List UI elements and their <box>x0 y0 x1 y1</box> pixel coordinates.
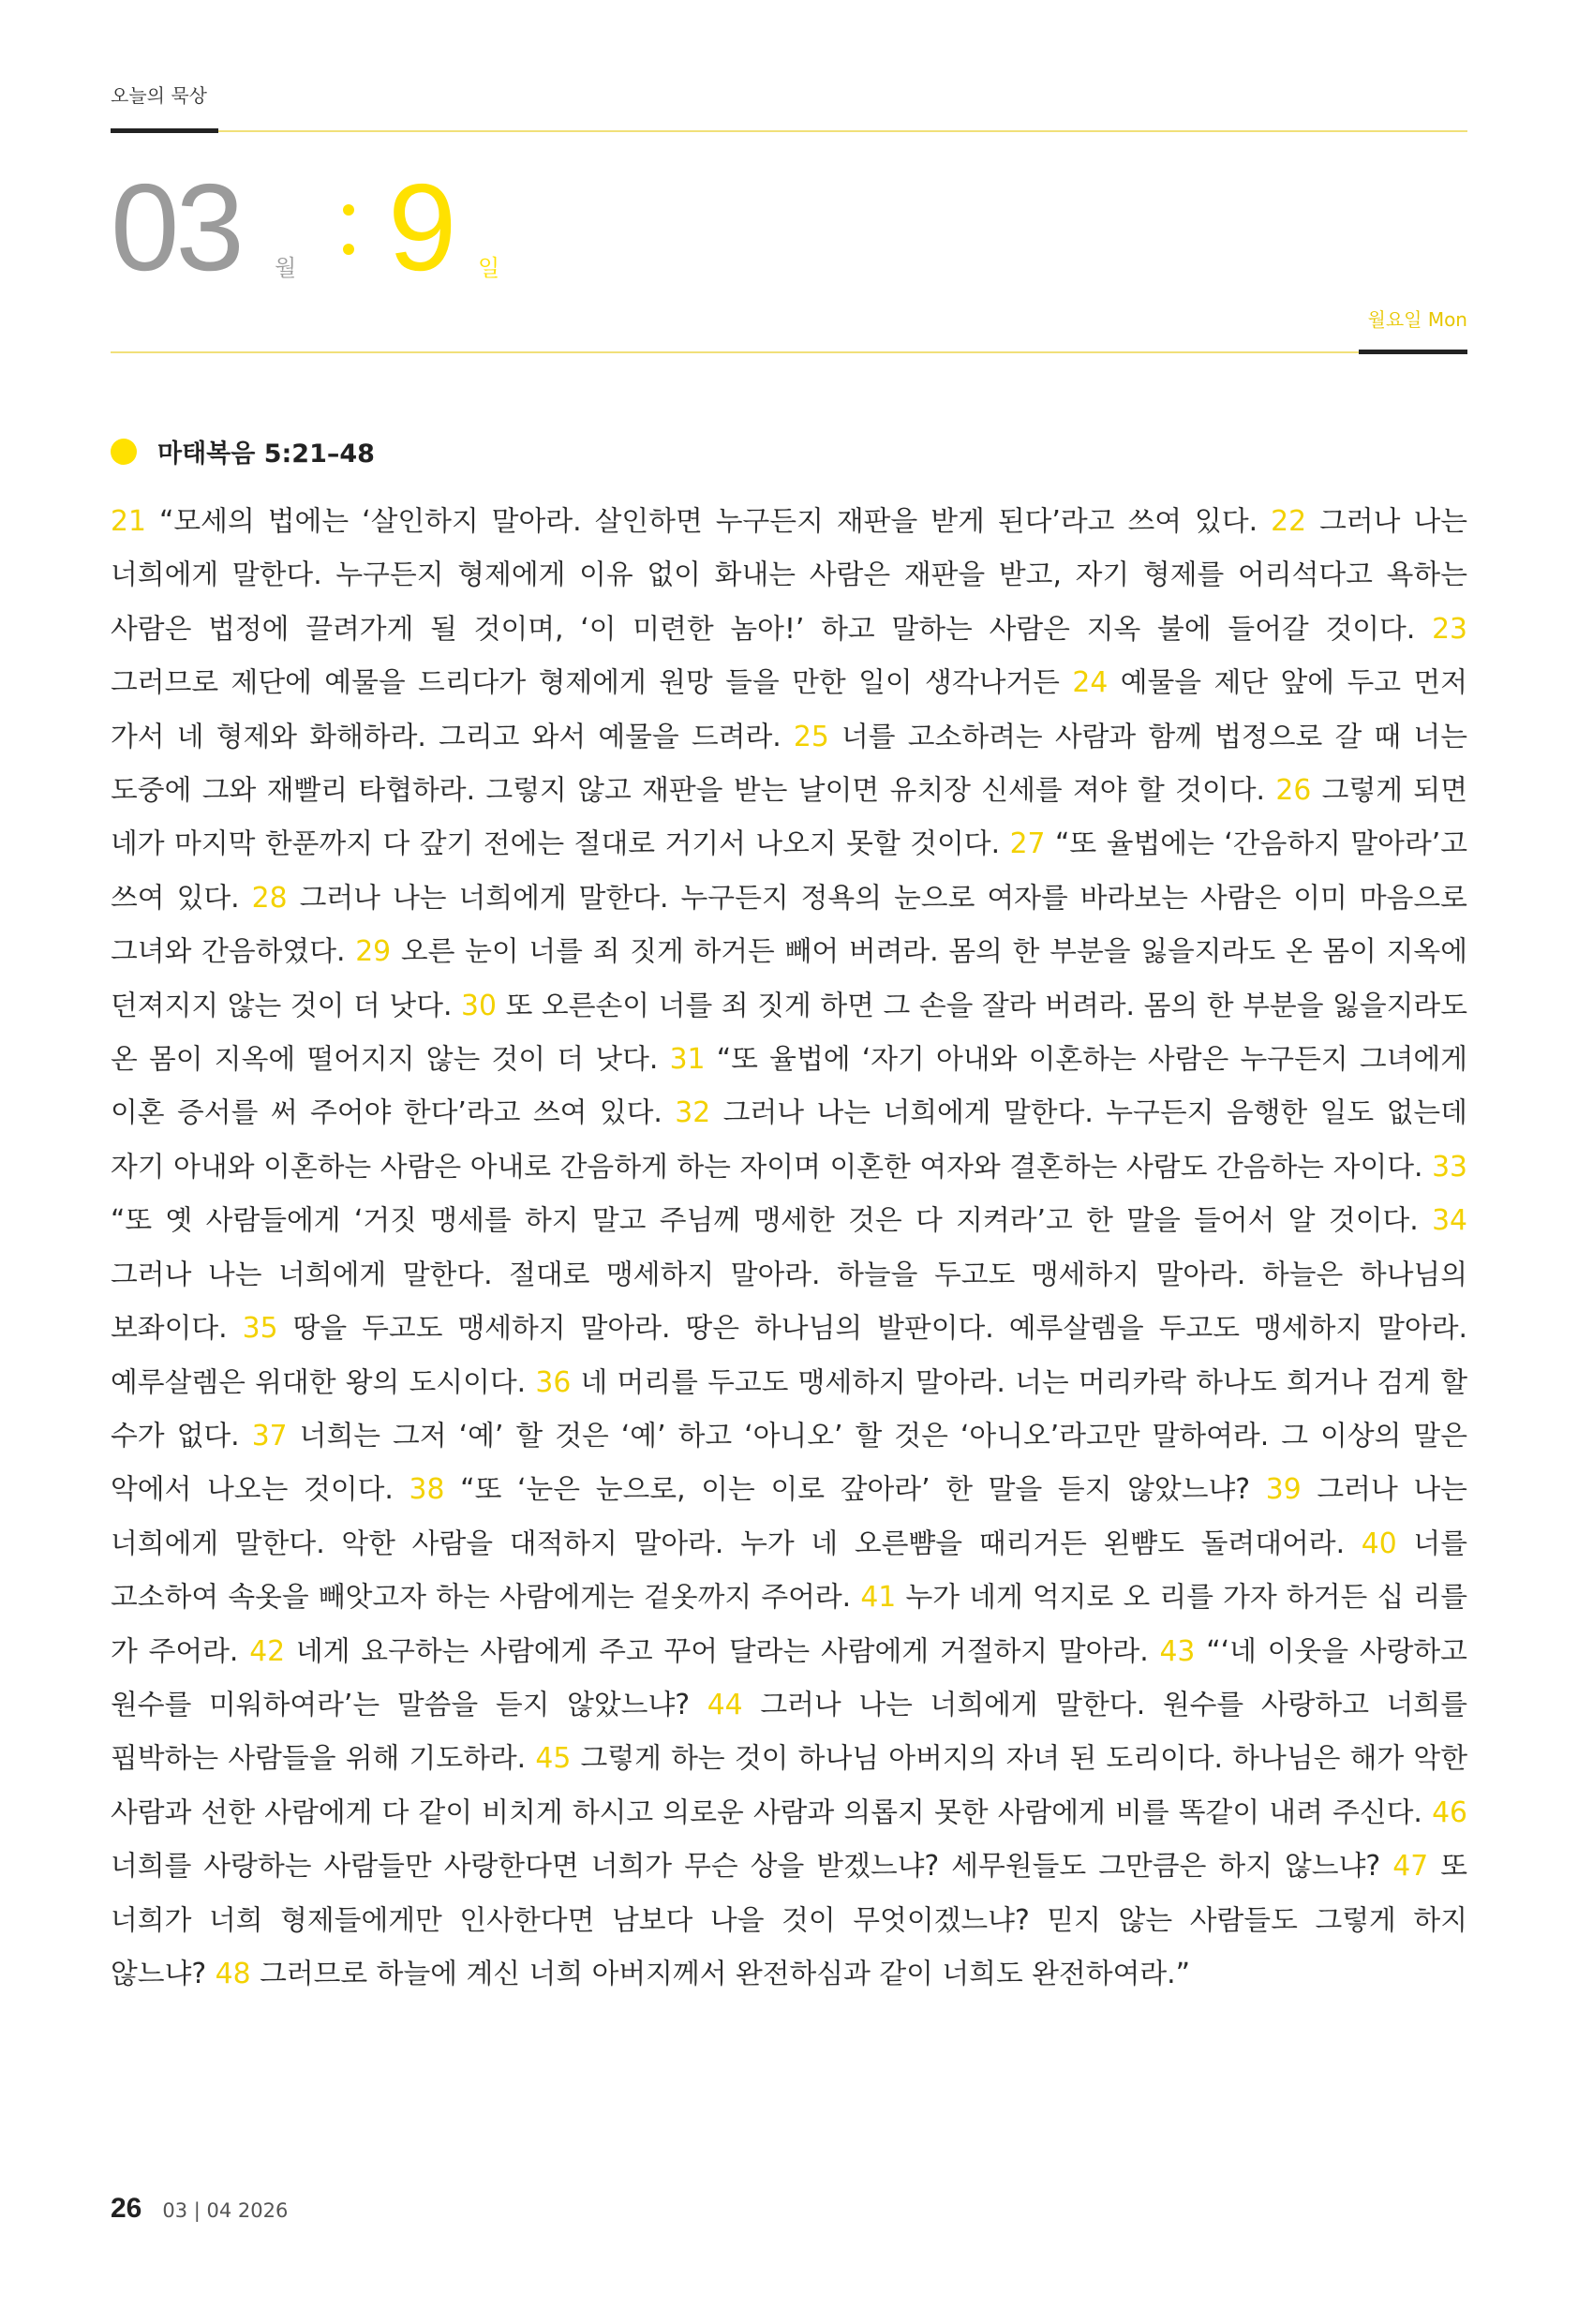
verse-text: 그렇게 되면 네가 마지막 한푼까지 다 갚기 전에는 절대로 거기서 나오지 못할 것이다. <box>111 774 1467 861</box>
verse-text: “또 율법에는 ‘간음하지 말아라’고 쓰여 있다. <box>111 827 1468 915</box>
verse-text: 그러나 나는 너희에게 말한다. 누구든지 정욕의 눈으로 여자를 바라보는 사람은 이미 마음으로 그녀와 간음하였다. <box>111 881 1467 969</box>
day-number: 9 <box>388 158 457 296</box>
verse-number: 38 <box>409 1473 445 1507</box>
verse-text: 그렇게 하는 것이 하나님 아버지의 자녀 된 도리이다. 하나님은 해가 악한 사람과 선한 사람에게 다 같이 비치게 하시고 의로운 사람과 의롭지 못한 사람에게 비를 똑같이 내려 주신다. <box>111 1742 1467 1829</box>
passage-reference-text: 마태복음 5:21–48 <box>157 439 375 469</box>
verse-number: 36 <box>535 1365 572 1399</box>
mid-rule <box>111 351 1467 353</box>
verse-number: 28 <box>251 881 288 915</box>
verse-number: 23 <box>1432 612 1467 646</box>
verse-number: 47 <box>1392 1850 1429 1884</box>
verse-text: “모세의 법에는 ‘살인하지 말아라. 살인하면 누구든지 재판을 받게 된다’라고 쓰여 있다. <box>158 505 1258 538</box>
colon-dot-bottom <box>343 244 354 255</box>
verse-text: 또 너희가 너희 형제들에게만 인사한다면 남보다 나을 것이 무엇이겠느냐? 믿지 않는 사람들도 그렇게 하지 않느냐? <box>111 1850 1467 1990</box>
verse-number: 40 <box>1361 1527 1397 1560</box>
verse-number: 48 <box>215 1957 251 1990</box>
verse-number: 39 <box>1265 1473 1302 1507</box>
page-footer <box>111 2193 288 2225</box>
verse-number: 37 <box>251 1419 288 1452</box>
verse-number: 31 <box>669 1043 706 1077</box>
verse-number: 26 <box>1275 774 1312 808</box>
verse-text: 너를 고소하여 속옷을 빼앗고자 하는 사람에게는 겉옷까지 주어라. <box>111 1527 1467 1615</box>
verse-text: 오른 눈이 너를 죄 짓게 하거든 빼어 버려라. 몸의 한 부분을 잃을지라도 온 몸이 지옥에 던져지지 않는 것이 더 낫다. <box>111 935 1467 1022</box>
weekday-label: 월요일 Mon <box>1367 308 1467 331</box>
day-unit: 일 <box>478 255 500 281</box>
verse-number: 21 <box>111 505 146 538</box>
verse-text: 땅을 두고도 맹세하지 말아라. 땅은 하나님의 발판이다. 예루살렘을 두고도 맹세하지 말아라. 예루살렘은 위대한 왕의 도시이다. <box>111 1312 1467 1399</box>
page-number: 26 <box>111 2193 142 2224</box>
verse-text: 그러나 나는 너희에게 말한다. 악한 사람을 대적하지 말아라. 누가 네 오른뺨을 때리거든 왼뺨도 돌려대어라. <box>111 1473 1467 1560</box>
section-label: 오늘의 묵상 <box>111 84 207 107</box>
verse-number: 25 <box>793 720 829 753</box>
verse-number: 33 <box>1432 1150 1467 1184</box>
passage-reference <box>111 433 375 469</box>
verse-text: 너희는 그저 ‘예’ 할 것은 ‘예’ 하고 ‘아니오’ 할 것은 ‘아니오’라고만 말하여라. 그 이상의 말은 악에서 나오는 것이다. <box>111 1419 1467 1507</box>
verse-text: 그러나 나는 너희에게 말한다. 누구든지 음행한 일도 없는데 자기 아내와 이혼하는 사람은 아내로 간음하게 하는 자이며 이혼한 여자와 결혼하는 사람도 간음하는 자이다. <box>111 1096 1467 1184</box>
verse-text: “또 옛 사람들에게 ‘거짓 맹세를 하지 말고 주님께 맹세한 것은 다 지켜라’고 한 말을 들어서 알 것이다. <box>111 1204 1419 1238</box>
colon-dot-top <box>343 204 354 216</box>
verse-text: 네게 요구하는 사람에게 주고 꾸어 달라는 사람에게 거절하지 말아라. <box>295 1634 1149 1668</box>
verse-number: 24 <box>1072 666 1109 700</box>
month-unit: 월 <box>275 255 297 281</box>
verse-number: 29 <box>355 935 392 969</box>
verse-number: 41 <box>860 1581 897 1615</box>
verse-number: 35 <box>242 1312 278 1346</box>
verse-number: 43 <box>1159 1634 1196 1668</box>
verse-text: 너희를 사랑하는 사람들만 사랑한다면 너희가 무슨 상을 받겠느냐? 세무원들도 그만큼은 하지 않느냐? <box>111 1850 1381 1884</box>
verse-text: “‘네 이웃을 사랑하고 원수를 미워하여라’는 말씀을 듣지 않았느냐? <box>111 1634 1467 1721</box>
verse-text: 그러나 나는 너희에게 말한다. 절대로 맹세하지 말아라. 하늘을 두고도 맹세하지 말아라. 하늘은 하나님의 보좌이다. <box>111 1258 1467 1346</box>
verse-text: 누가 네게 억지로 오 리를 가자 하거든 십 리를 가 주어라. <box>111 1581 1467 1668</box>
top-rule <box>111 130 1467 132</box>
verse-number: 45 <box>535 1742 572 1776</box>
verse-number: 22 <box>1271 505 1307 538</box>
verse-text: 그러나 나는 너희에게 말한다. 누구든지 형제에게 이유 없이 화내는 사람은 재판을 받고, 자기 형제를 어리석다고 욕하는 사람은 법정에 끌려가게 될 것이며, ‘이 미련한 놈아!’ 하고 말하는 사람은 지옥 불에 들어갈 것이다. <box>111 505 1468 646</box>
verse-text: 그러나 나는 너희에게 말한다. 원수를 사랑하고 너희를 핍박하는 사람들을 위해 기도하라. <box>111 1688 1467 1776</box>
top-rule-accent <box>111 128 218 133</box>
verse-number: 32 <box>675 1096 711 1130</box>
mid-rule-accent <box>1359 350 1467 354</box>
verse-number: 44 <box>707 1688 743 1721</box>
verse-text: 그러므로 제단에 예물을 드리다가 형제에게 원망 들을 만한 일이 생각나거든 <box>111 666 1060 700</box>
issue-label: 03 | 04 2026 <box>162 2199 289 2222</box>
verse-text: 예물을 제단 앞에 두고 먼저 가서 네 형제와 화해하라. 그리고 와서 예물을 드려라. <box>111 666 1467 753</box>
bullet-dot-icon <box>111 439 137 465</box>
verse-text: 그러므로 하늘에 계신 너희 아버지께서 완전하심과 같이 너희도 완전하여라.” <box>260 1957 1191 1990</box>
month-number: 03 <box>111 158 241 296</box>
scripture-text <box>111 495 1467 2001</box>
verse-text: “또 율법에 ‘자기 아내와 이혼하는 사람은 누구든지 그녀에게 이혼 증서를 써 주어야 한다’라고 쓰여 있다. <box>111 1043 1467 1130</box>
verse-number: 46 <box>1432 1795 1467 1829</box>
verse-text: 또 오른손이 너를 죄 짓게 하면 그 손을 잘라 버려라. 몸의 한 부분을 잃을지라도 온 몸이 지옥에 떨어지지 않는 것이 더 낫다. <box>111 989 1467 1077</box>
verse-text: “또 ‘눈은 눈으로, 이는 이로 갚아라’ 한 말을 듣지 않았느냐? <box>460 1473 1251 1507</box>
verse-number: 27 <box>1009 827 1046 861</box>
verse-number: 42 <box>249 1634 286 1668</box>
verse-text: 너를 고소하려는 사람과 함께 법정으로 갈 때 너는 도중에 그와 재빨리 타협하라. 그렇지 않고 재판을 받는 날이면 유치장 신세를 져야 할 것이다. <box>111 720 1467 808</box>
verse-number: 30 <box>461 989 497 1022</box>
verse-text: 네 머리를 두고도 맹세하지 말아라. 너는 머리카락 하나도 희거나 검게 할 수가 없다. <box>111 1365 1467 1452</box>
verse-number: 34 <box>1432 1204 1467 1238</box>
